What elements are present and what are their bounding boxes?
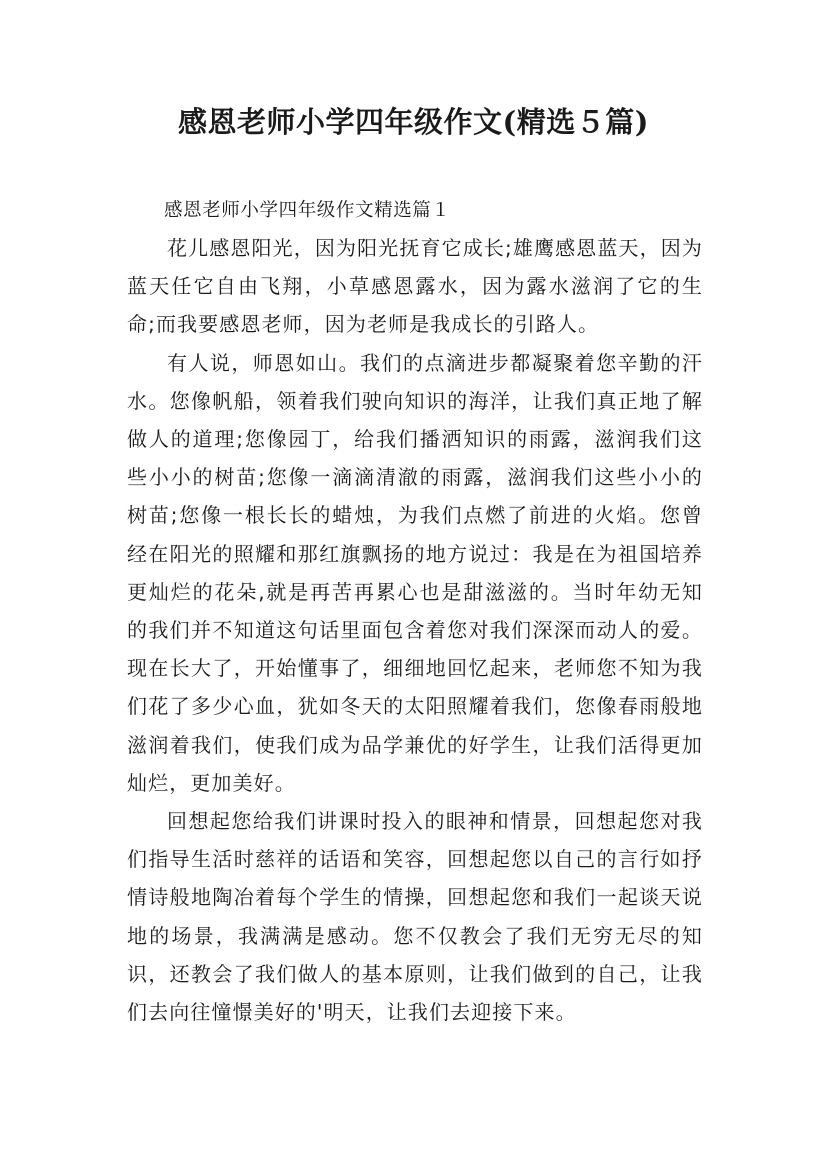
section-heading: 感恩老师小学四年级作文精选篇１: [164, 200, 451, 221]
document-body: [127, 193, 703, 1031]
paragraph: 回想起您给我们讲课时投入的眼神和情景，回想起您对我们指导生活时慈祥的话语和笑容，回想起您以自己的言行如抒情诗般地陶冶着每个学生的情操，回想起您和我们一起谈天说地的场景，我满满是感动。您不仅教会了我们无穷无尽的知识，还教会了我们做人的基本原则，让我们做到的自己，让我们去向往憧憬美好的'明天，让我们去迎接下来。: [127, 809, 703, 1025]
document-title: 感恩老师小学四年级作文(精选５篇): [178, 105, 649, 139]
paragraph: 有人说，师恩如山。我们的点滴进步都凝聚着您辛勤的汗水。您像帆船，领着我们驶向知识的海洋，让我们真正地了解做人的道理;您像园丁，给我们播洒知识的雨露，滋润我们这些小小的树苗;您像一滴滴清澈的雨露，滋润我们这些小小的树苗;您像一根长长的蜡烛，为我们点燃了前进的火焰。您曾经在阳光的照耀和那红旗飘扬的地方说过：我是在为祖国培养更灿烂的花朵,就是再苦再累心也是甜滋滋的。当时年幼无知的我们并不知道这句话里面包含着您对我们深深而动人的爱。现在长大了，开始懂事了，细细地回忆起来，老师您不知为我们花了多少心血，犹如冬天的太阳照耀着我们，您像春雨般地滋润着我们，使我们成为品学兼优的好学生，让我们活得更加灿烂，更加美好。: [127, 350, 703, 795]
paragraph: 花儿感恩阳光，因为阳光抚育它成长;雄鹰感恩蓝天，因为蓝天任它自由飞翔，小草感恩露水，因为露水滋润了它的生命;而我要感恩老师，因为老师是我成长的引路人。: [127, 236, 703, 337]
